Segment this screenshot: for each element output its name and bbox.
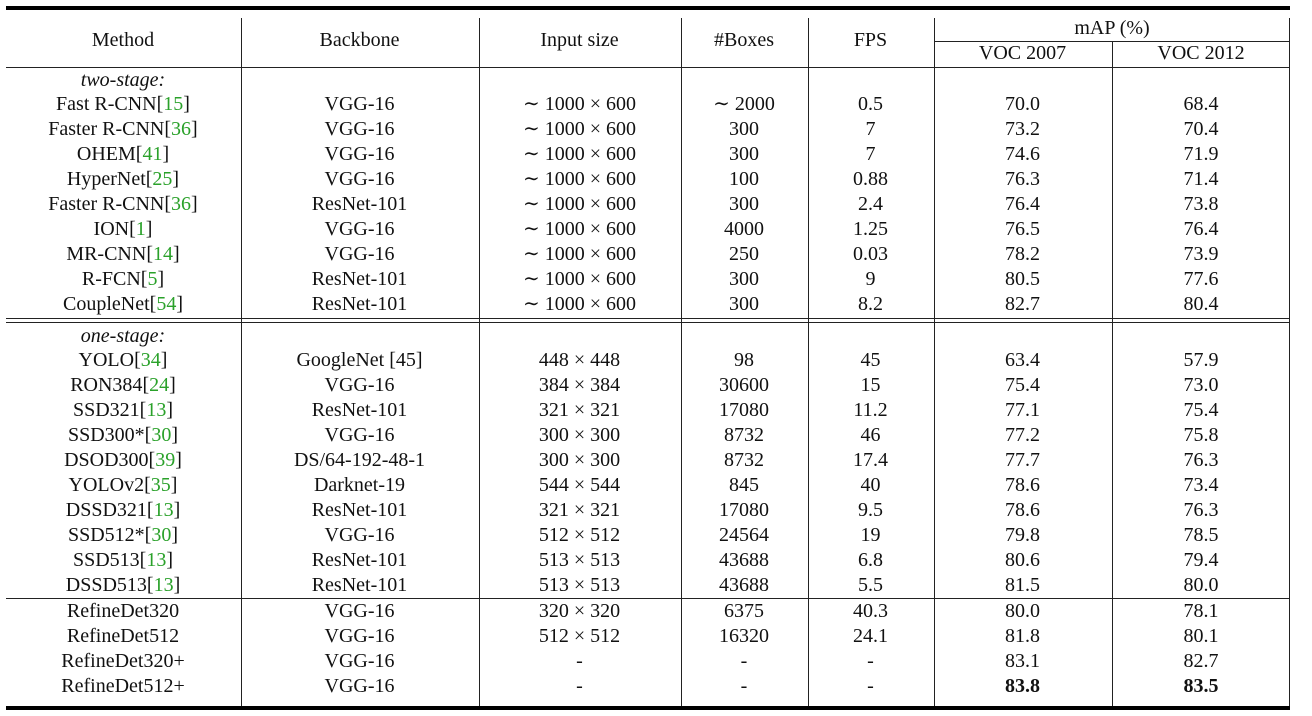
backbone-cell: VGG-16	[324, 374, 395, 396]
fps-cell: 11.2	[853, 399, 888, 421]
method-cell: SSD321[13]	[72, 399, 174, 421]
input-cell: -	[576, 650, 583, 672]
fps-cell: 24.1	[853, 625, 888, 647]
input-cell: 513 × 513	[538, 549, 621, 571]
input-cell: ∼ 1000 × 600	[522, 118, 637, 140]
backbone-cell: GoogleNet [45]	[296, 349, 423, 371]
boxes-cell: 17080	[719, 399, 769, 421]
voc12-cell: 71.4	[1183, 168, 1219, 190]
backbone-cell: VGG-16	[324, 168, 395, 190]
backbone-cell: VGG-16	[324, 143, 395, 165]
bottom-rule	[6, 706, 1290, 710]
input-cell: 448 × 448	[538, 349, 621, 371]
citation-link[interactable]: 13	[153, 574, 174, 596]
method-name: SSD300*	[67, 424, 145, 446]
voc12-cell: 75.4	[1183, 399, 1219, 421]
col-divider-4	[808, 18, 809, 706]
header-input-size: Input size	[540, 29, 619, 51]
boxes-cell: 100	[729, 168, 759, 190]
boxes-cell: 24564	[719, 524, 769, 546]
voc07-cell: 63.4	[1005, 349, 1040, 371]
method-cell	[6, 674, 240, 699]
method-name: YOLO	[78, 349, 135, 371]
method-cell: SSD512*[30]	[67, 524, 179, 546]
top-rule	[6, 6, 1290, 10]
boxes-cell: 300	[729, 268, 759, 290]
boxes-cell: 43688	[719, 549, 769, 571]
voc07-cell: 80.5	[1005, 268, 1040, 290]
method-cell: Faster R-CNN[36]	[48, 193, 198, 215]
voc07-cell: 74.6	[1005, 143, 1040, 165]
method-cell: ION[1]	[93, 218, 153, 240]
method-cell: MR-CNN[14]	[66, 243, 180, 265]
citation-link[interactable]: 5	[147, 268, 158, 290]
input-cell: 321 × 321	[538, 499, 621, 521]
header-backbone: Backbone	[319, 29, 400, 51]
fps-cell: -	[867, 675, 874, 697]
backbone-cell: ResNet-101	[311, 399, 408, 421]
boxes-cell: 845	[729, 474, 759, 496]
method-cell	[6, 649, 240, 674]
backbone-cell: VGG-16	[324, 118, 395, 140]
voc12-cell: 80.4	[1183, 293, 1219, 315]
method-name: SSD512*	[67, 524, 145, 546]
citation-link[interactable]: 39	[155, 449, 176, 471]
header-boxes: #Boxes	[714, 29, 774, 51]
boxes-cell: 300	[729, 293, 759, 315]
voc12-cell: 75.8	[1183, 424, 1219, 446]
header-method: Method	[91, 29, 155, 51]
header-map-group: mAP (%)	[1074, 17, 1150, 39]
input-cell: ∼ 1000 × 600	[522, 243, 637, 265]
backbone-cell: DS/64-192-48-1	[293, 449, 426, 471]
boxes-cell: 300	[729, 118, 759, 140]
voc07-cell: 70.0	[1005, 93, 1040, 115]
section-label-one-stage: one-stage:	[80, 325, 166, 347]
method-name: MR-CNN	[66, 243, 147, 265]
input-cell: 300 × 300	[538, 424, 621, 446]
fps-cell: -	[867, 650, 874, 672]
method-name: RefineDet320	[66, 600, 180, 622]
method-cell	[6, 624, 240, 649]
fps-cell: 2.4	[858, 193, 883, 215]
voc12-cell: 71.9	[1183, 143, 1219, 165]
citation-link[interactable]: 13	[146, 549, 167, 571]
backbone-cell: VGG-16	[324, 625, 395, 647]
citation-link[interactable]: 15	[163, 93, 184, 115]
input-cell: 300 × 300	[538, 449, 621, 471]
voc12-cell: 73.0	[1183, 374, 1219, 396]
backbone-cell: ResNet-101	[311, 499, 408, 521]
voc12-cell: 73.4	[1183, 474, 1219, 496]
voc07-cell: 81.8	[1005, 625, 1040, 647]
method-name: DSSD513	[65, 574, 147, 596]
voc12-cell: 78.1	[1183, 600, 1219, 622]
citation-link[interactable]: 1	[135, 218, 146, 240]
boxes-cell: 250	[729, 243, 759, 265]
voc07-cell: 83.1	[1005, 650, 1040, 672]
input-cell: 513 × 513	[538, 574, 621, 596]
method-name: CoupleNet	[63, 293, 150, 315]
fps-cell: 7	[865, 118, 876, 140]
input-cell: ∼ 1000 × 600	[522, 293, 637, 315]
input-cell: ∼ 1000 × 600	[522, 218, 637, 240]
input-cell: ∼ 1000 × 600	[522, 143, 637, 165]
method-name: OHEM	[76, 143, 136, 165]
voc07-cell: 83.8	[1005, 675, 1040, 697]
voc12-cell: 73.9	[1183, 243, 1219, 265]
voc07-cell: 80.0	[1005, 600, 1040, 622]
voc07-cell: 73.2	[1005, 118, 1040, 140]
method-name: DSSD321	[65, 499, 147, 521]
voc12-cell: 73.8	[1183, 193, 1219, 215]
voc07-cell: 79.8	[1005, 524, 1040, 546]
method-name: RefineDet512+	[61, 675, 185, 697]
fps-cell: 5.5	[858, 574, 883, 596]
citation-link[interactable]: 24	[149, 374, 170, 396]
boxes-cell: 300	[729, 143, 759, 165]
voc07-cell: 78.6	[1005, 499, 1040, 521]
section-label-two-stage: two-stage:	[80, 69, 166, 91]
voc07-cell: 77.2	[1005, 424, 1040, 446]
fps-cell: 0.03	[853, 243, 888, 265]
voc07-cell: 77.7	[1005, 449, 1040, 471]
backbone-cell: VGG-16	[324, 650, 395, 672]
fps-cell: 17.4	[853, 449, 888, 471]
voc07-cell: 78.2	[1005, 243, 1040, 265]
method-cell: CoupleNet[54]	[63, 293, 183, 315]
boxes-cell: 43688	[719, 574, 769, 596]
fps-cell: 15	[860, 374, 881, 396]
method-name: HyperNet	[66, 168, 146, 190]
backbone-cell: VGG-16	[324, 218, 395, 240]
input-cell: 512 × 512	[538, 524, 621, 546]
voc12-cell: 80.0	[1183, 574, 1219, 596]
boxes-cell: 6375	[724, 600, 764, 622]
voc07-cell: 75.4	[1005, 374, 1040, 396]
method-cell: DSSD321[13]	[65, 499, 181, 521]
citation-link[interactable]: 41	[142, 143, 163, 165]
fps-cell: 40.3	[853, 600, 888, 622]
citation-link[interactable]: 35	[150, 474, 171, 496]
input-cell: ∼ 1000 × 600	[522, 93, 637, 115]
voc07-cell: 82.7	[1005, 293, 1040, 315]
method-cell: SSD513[13]	[72, 549, 174, 571]
method-name: Faster R-CNN	[48, 118, 165, 140]
header-voc2012: VOC 2012	[1157, 42, 1245, 64]
voc12-cell: 68.4	[1183, 93, 1219, 115]
voc12-cell: 76.4	[1183, 218, 1219, 240]
boxes-cell: 16320	[719, 625, 769, 647]
voc07-cell: 77.1	[1005, 399, 1040, 421]
voc12-cell: 70.4	[1183, 118, 1219, 140]
col-divider-2	[479, 18, 480, 706]
voc12-cell: 76.3	[1183, 499, 1219, 521]
backbone-cell: ResNet-101	[311, 293, 408, 315]
col-divider-6	[1112, 42, 1113, 706]
boxes-cell: 17080	[719, 499, 769, 521]
col-divider-3	[681, 18, 682, 706]
section-rule-bottom	[6, 322, 1290, 323]
method-cell: HyperNet[25]	[66, 168, 180, 190]
fps-cell: 0.5	[858, 93, 883, 115]
method-name: Faster R-CNN	[48, 193, 165, 215]
input-cell: ∼ 1000 × 600	[522, 168, 637, 190]
fps-cell: 9.5	[858, 499, 883, 521]
backbone-cell: VGG-16	[324, 93, 395, 115]
citation-link[interactable]: 30	[151, 524, 172, 546]
citation-link[interactable]: 25	[152, 168, 173, 190]
backbone-cell: VGG-16	[324, 600, 395, 622]
boxes-cell: 8732	[724, 424, 764, 446]
input-cell: 384 × 384	[538, 374, 621, 396]
method-name: SSD513	[72, 549, 140, 571]
input-cell: 544 × 544	[538, 474, 621, 496]
voc12-cell: 76.3	[1183, 449, 1219, 471]
input-cell: 320 × 320	[538, 600, 621, 622]
method-cell: RON384[24]	[70, 374, 176, 396]
citation-link[interactable]: 30	[151, 424, 172, 446]
fps-cell: 46	[860, 424, 881, 446]
method-name: RON384	[70, 374, 143, 396]
boxes-cell: 30600	[719, 374, 769, 396]
method-cell: SSD300*[30]	[67, 424, 179, 446]
voc12-cell: 82.7	[1183, 650, 1219, 672]
voc07-cell: 78.6	[1005, 474, 1040, 496]
voc07-cell: 76.5	[1005, 218, 1040, 240]
citation-link[interactable]: 36	[171, 193, 192, 215]
method-cell: OHEM[41]	[76, 143, 170, 165]
method-cell: Faster R-CNN[36]	[48, 118, 198, 140]
fps-cell: 40	[860, 474, 881, 496]
backbone-cell: ResNet-101	[311, 574, 408, 596]
fps-cell: 19	[860, 524, 881, 546]
backbone-cell: Darknet-19	[313, 474, 406, 496]
voc12-cell: 77.6	[1183, 268, 1219, 290]
col-divider-7	[1289, 18, 1290, 706]
header-voc2007: VOC 2007	[978, 42, 1067, 64]
fps-cell: 9	[865, 268, 876, 290]
voc07-cell: 80.6	[1005, 549, 1040, 571]
voc12-cell: 79.4	[1183, 549, 1219, 571]
input-cell: ∼ 1000 × 600	[522, 193, 637, 215]
section-rule-top	[6, 318, 1290, 319]
citation-link[interactable]: 14	[153, 243, 173, 265]
method-cell: YOLO[34]	[78, 349, 168, 371]
method-name: SSD321	[72, 399, 140, 421]
backbone-cell: ResNet-101	[311, 268, 408, 290]
boxes-cell: 8732	[724, 449, 764, 471]
method-cell: DSSD513[13]	[65, 574, 181, 596]
voc07-cell: 76.4	[1005, 193, 1040, 215]
boxes-cell: 4000	[724, 218, 764, 240]
method-cell: Fast R-CNN[15]	[56, 93, 190, 115]
col-divider-5	[934, 18, 935, 706]
backbone-cell: ResNet-101	[311, 193, 408, 215]
method-name: R-FCN	[81, 268, 141, 290]
method-name: RefineDet320+	[61, 650, 185, 672]
method-name: DSOD300	[64, 449, 149, 471]
voc12-cell: 83.5	[1183, 675, 1219, 697]
backbone-cell: VGG-16	[324, 524, 395, 546]
boxes-cell: 98	[734, 349, 754, 371]
method-name: Fast R-CNN	[56, 93, 157, 115]
fps-cell: 0.88	[853, 168, 888, 190]
method-name: RefineDet512	[66, 625, 180, 647]
col-divider-1	[241, 18, 242, 706]
voc07-cell: 81.5	[1005, 574, 1040, 596]
voc12-cell: 80.1	[1183, 625, 1219, 647]
voc07-cell: 76.3	[1005, 168, 1040, 190]
refinedet-rule	[6, 598, 1290, 599]
fps-cell: 8.2	[858, 293, 883, 315]
method-name: ION	[93, 218, 130, 240]
fps-cell: 1.25	[853, 218, 888, 240]
fps-cell: 6.8	[858, 549, 883, 571]
citation-link[interactable]: 36	[171, 118, 192, 140]
boxes-cell: ∼ 2000	[713, 93, 775, 115]
method-cell: YOLOv2[35]	[68, 474, 178, 496]
method-cell: R-FCN[5]	[81, 268, 165, 290]
backbone-cell: VGG-16	[324, 424, 395, 446]
backbone-cell: VGG-16	[324, 243, 395, 265]
backbone-cell: VGG-16	[324, 675, 395, 697]
method-name: YOLOv2	[68, 474, 145, 496]
header-fps: FPS	[853, 29, 888, 51]
input-cell: ∼ 1000 × 600	[522, 268, 637, 290]
input-cell: -	[576, 675, 583, 697]
citation-link[interactable]: 34	[140, 349, 161, 371]
voc12-cell: 78.5	[1183, 524, 1219, 546]
boxes-cell: -	[740, 675, 748, 697]
input-cell: 512 × 512	[538, 625, 621, 647]
voc12-cell: 57.9	[1183, 349, 1219, 371]
method-cell: DSOD300[39]	[64, 449, 182, 471]
fps-cell: 45	[860, 349, 881, 371]
citation-link[interactable]: 13	[153, 499, 174, 521]
citation-link[interactable]: 54	[156, 293, 177, 315]
fps-cell: 7	[865, 143, 876, 165]
input-cell: 321 × 321	[538, 399, 621, 421]
boxes-cell: -	[740, 650, 748, 672]
method-cell	[6, 599, 240, 624]
backbone-cell: ResNet-101	[311, 549, 408, 571]
citation-link[interactable]: 13	[146, 399, 167, 421]
boxes-cell: 300	[729, 193, 759, 215]
